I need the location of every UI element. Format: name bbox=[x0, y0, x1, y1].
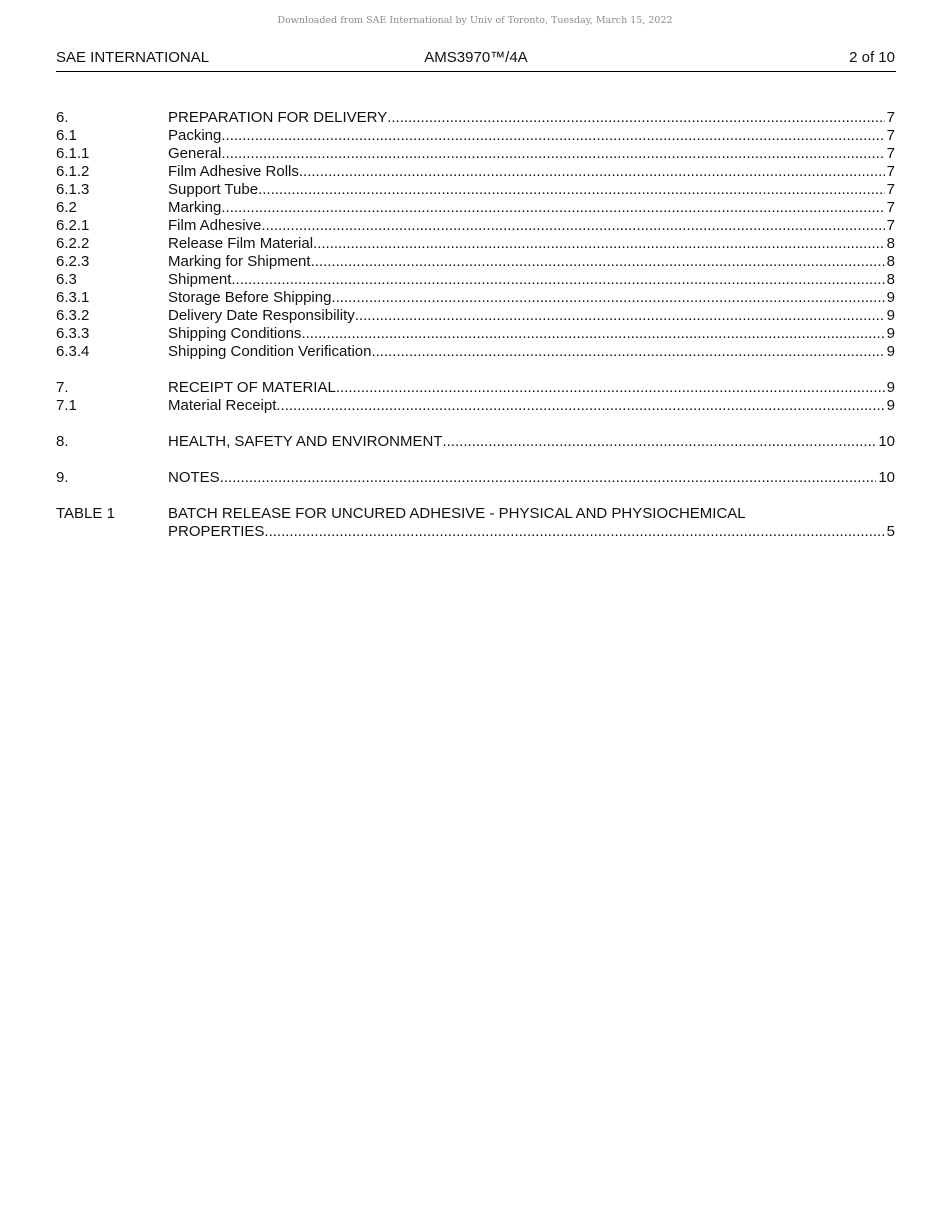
toc-entry-page: 9 bbox=[886, 397, 895, 414]
toc-entry-page: 8 bbox=[886, 235, 895, 252]
toc-entry-number: 6.3.4 bbox=[56, 343, 90, 360]
toc-entry[interactable] bbox=[56, 433, 896, 451]
dot-leader bbox=[220, 469, 877, 487]
toc-entry[interactable] bbox=[56, 397, 896, 415]
toc-entry-number: 7. bbox=[56, 379, 69, 396]
toc-entry[interactable] bbox=[56, 289, 896, 307]
dot-leader bbox=[355, 307, 885, 325]
toc-entry-number: 7.1 bbox=[56, 397, 77, 414]
toc-entry-title: General bbox=[168, 145, 222, 162]
toc-entry-title: HEALTH, SAFETY AND ENVIRONMENT bbox=[168, 433, 443, 450]
document-number: AMS3970™/4A bbox=[424, 49, 528, 66]
toc-entry-number: 8. bbox=[56, 433, 69, 450]
toc-entry-title: Shipping Conditions bbox=[168, 325, 302, 342]
dot-leader bbox=[221, 199, 884, 217]
toc-entry[interactable] bbox=[56, 217, 896, 235]
dot-leader bbox=[258, 181, 885, 199]
toc-entry-number: 6.2 bbox=[56, 199, 77, 216]
dot-leader bbox=[231, 271, 884, 289]
toc-entry-number: 6.2.2 bbox=[56, 235, 90, 252]
dot-leader bbox=[387, 109, 884, 127]
toc-entry[interactable] bbox=[56, 163, 896, 181]
toc-entry[interactable] bbox=[56, 325, 896, 343]
toc-entry-page: 8 bbox=[886, 271, 895, 288]
toc-table-entry[interactable] bbox=[56, 505, 896, 541]
toc-entry-title: Packing bbox=[168, 127, 222, 144]
toc-entry[interactable] bbox=[56, 181, 896, 199]
toc-entry-page: 7 bbox=[886, 181, 895, 198]
dot-leader bbox=[371, 343, 884, 361]
toc-entry[interactable] bbox=[56, 271, 896, 289]
toc-entry-number: 6.1.2 bbox=[56, 163, 90, 180]
toc-entry-number: 6.1.1 bbox=[56, 145, 90, 162]
toc-entry-page: 9 bbox=[886, 289, 895, 306]
toc-entry-number: 6.2.1 bbox=[56, 217, 90, 234]
dot-leader bbox=[221, 127, 884, 145]
toc-entry-page: 9 bbox=[886, 307, 895, 324]
toc-entry-page: 9 bbox=[886, 325, 895, 342]
toc-entry-page: 8 bbox=[886, 253, 895, 270]
toc-entry[interactable] bbox=[56, 199, 896, 217]
toc-entry-page: 5 bbox=[886, 523, 895, 540]
toc-entry-title: Film Adhesive bbox=[168, 217, 262, 234]
toc-entry-title: Material Receipt bbox=[168, 397, 277, 414]
toc-entry-page: 7 bbox=[886, 163, 895, 180]
toc-entry-number: TABLE 1 bbox=[56, 505, 115, 522]
toc-entry-number: 6.3.1 bbox=[56, 289, 90, 306]
toc-entry-title: Shipping Condition Verification bbox=[168, 343, 372, 360]
toc-entry-title-line1: BATCH RELEASE FOR UNCURED ADHESIVE - PHYSICAL AND PHYSIOCHEMICAL bbox=[168, 505, 746, 522]
toc-entry-page: 9 bbox=[886, 343, 895, 360]
toc-entry-title-line2: PROPERTIES bbox=[168, 523, 265, 540]
toc-entry-number: 6.2.3 bbox=[56, 253, 90, 270]
dot-leader bbox=[313, 235, 885, 253]
download-watermark: Downloaded from SAE International by Univ of Toronto, Tuesday, March 15, 2022 bbox=[277, 15, 673, 26]
toc-entry-number: 6.3.2 bbox=[56, 307, 90, 324]
toc-entry-page: 7 bbox=[886, 217, 895, 234]
toc-entry[interactable] bbox=[56, 469, 896, 487]
toc-entry-title: Film Adhesive Rolls bbox=[168, 163, 299, 180]
toc-entry-title: Marking for Shipment bbox=[168, 253, 311, 270]
toc-entry[interactable] bbox=[56, 253, 896, 271]
dot-leader bbox=[311, 253, 885, 271]
page-header bbox=[56, 49, 896, 72]
toc-entry-title: Delivery Date Responsibility bbox=[168, 307, 355, 324]
dot-leader bbox=[276, 397, 884, 415]
toc-entry[interactable] bbox=[56, 235, 896, 253]
toc-entry-number: 6.1.3 bbox=[56, 181, 90, 198]
toc-entry[interactable] bbox=[56, 145, 896, 163]
dot-leader bbox=[264, 523, 884, 541]
dot-leader bbox=[261, 217, 884, 235]
toc-entry-page: 7 bbox=[886, 109, 895, 126]
page-number: 2 of 10 bbox=[849, 49, 895, 66]
toc-entry-title: Support Tube bbox=[168, 181, 259, 198]
toc-entry-page: 7 bbox=[886, 145, 895, 162]
toc-entry-title: Storage Before Shipping bbox=[168, 289, 332, 306]
toc-entry-title: PREPARATION FOR DELIVERY bbox=[168, 109, 388, 126]
dot-leader bbox=[443, 433, 877, 451]
toc-entry[interactable] bbox=[56, 307, 896, 325]
toc-entry-number: 6. bbox=[56, 109, 69, 126]
toc-entry-number: 6.1 bbox=[56, 127, 77, 144]
table-of-contents bbox=[56, 109, 896, 541]
toc-entry-title: RECEIPT OF MATERIAL bbox=[168, 379, 336, 396]
toc-entry-page: 10 bbox=[878, 433, 895, 450]
toc-entry-page: 9 bbox=[886, 379, 895, 396]
toc-entry[interactable] bbox=[56, 109, 896, 127]
toc-entry-number: 6.3.3 bbox=[56, 325, 90, 342]
toc-entry-page: 7 bbox=[886, 127, 895, 144]
toc-entry-title: Marking bbox=[168, 199, 222, 216]
dot-leader bbox=[301, 325, 884, 343]
toc-entry-page: 10 bbox=[878, 469, 895, 486]
toc-entry[interactable] bbox=[56, 127, 896, 145]
toc-entry-title: Shipment bbox=[168, 271, 232, 288]
publisher-name: SAE INTERNATIONAL bbox=[56, 49, 210, 66]
toc-entry-number: 9. bbox=[56, 469, 69, 486]
toc-entry-title: Release Film Material bbox=[168, 235, 314, 252]
dot-leader bbox=[299, 163, 885, 181]
dot-leader bbox=[221, 145, 884, 163]
toc-entry[interactable] bbox=[56, 343, 896, 361]
dot-leader bbox=[331, 289, 884, 307]
toc-entry-page: 7 bbox=[886, 199, 895, 216]
toc-entry[interactable] bbox=[56, 379, 896, 397]
toc-entry-number: 6.3 bbox=[56, 271, 77, 288]
dot-leader bbox=[336, 379, 885, 397]
toc-entry-title: NOTES bbox=[168, 469, 220, 486]
